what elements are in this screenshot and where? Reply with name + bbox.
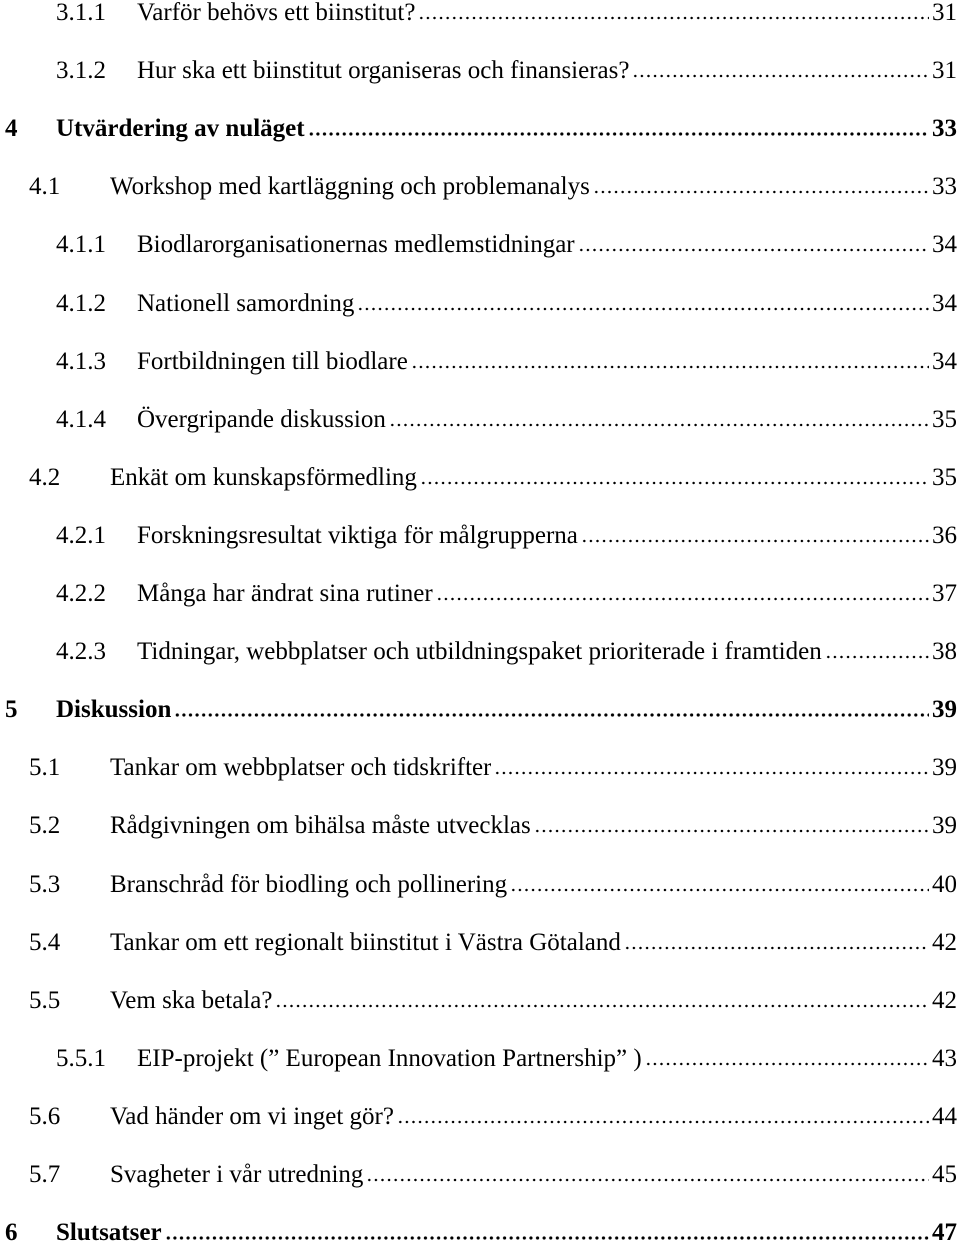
toc-entry-title: Workshop med kartläggning och problemanalys — [110, 173, 590, 201]
toc-entry-page: 42 — [932, 986, 957, 1014]
dot-leader — [275, 1004, 929, 1008]
toc-entry-page: 42 — [932, 928, 957, 956]
toc-entry-page: 35 — [932, 463, 957, 491]
toc-entry[interactable] — [56, 289, 957, 319]
toc-entry-title: Nationell samordning — [137, 289, 355, 317]
toc-entry-title: Rådgivningen om bihälsa måste utvecklas — [110, 812, 531, 840]
dot-leader — [632, 74, 929, 78]
toc-entry-title: Slutsatser — [56, 1219, 162, 1247]
dot-leader — [418, 16, 929, 20]
toc-entry-number: 5.1 — [29, 754, 61, 782]
toc-entry-page: 34 — [932, 289, 957, 317]
toc-entry[interactable] — [56, 0, 957, 28]
toc-entry-page: 39 — [932, 754, 957, 782]
toc-entry-number: 4.1.1 — [56, 231, 106, 259]
dot-leader — [581, 539, 929, 543]
toc-entry-title: Enkät om kunskapsförmedling — [110, 463, 417, 491]
toc-entry-title: Tidningar, webbplatser och utbildningspaket prioriterade i framtiden — [137, 638, 822, 666]
toc-entry-number: 5.6 — [29, 1102, 61, 1130]
toc-entry-number: 5.5.1 — [56, 1044, 106, 1072]
dot-leader — [165, 1236, 929, 1240]
toc-entry-page: 44 — [932, 1102, 957, 1130]
toc-entry-number: 4.1.4 — [56, 405, 106, 433]
toc-entry-page: 33 — [932, 115, 957, 143]
toc-entry-number: 5.4 — [29, 928, 61, 956]
toc-entry[interactable] — [29, 870, 957, 900]
dot-leader — [389, 423, 929, 427]
dot-leader — [366, 1178, 929, 1182]
toc-entry-number: 6 — [5, 1219, 18, 1247]
toc-entry[interactable] — [5, 695, 957, 725]
toc-entry[interactable] — [56, 579, 957, 609]
toc-entry-number: 3.1.1 — [56, 0, 106, 26]
toc-entry-page: 34 — [932, 231, 957, 259]
toc-entry[interactable] — [29, 811, 957, 841]
dot-leader — [825, 655, 929, 659]
toc-entry-title: Varför behövs ett biinstitut? — [137, 0, 416, 26]
dot-leader — [534, 829, 929, 833]
dot-leader — [624, 946, 929, 950]
toc-entry-page: 40 — [932, 870, 957, 898]
toc-entry-number: 4.1.2 — [56, 289, 106, 317]
toc-entry[interactable] — [56, 637, 957, 667]
toc-entry-number: 4.2.2 — [56, 580, 106, 607]
toc-entry-number: 4.1.3 — [56, 347, 106, 375]
toc-entry-number: 4.2 — [29, 463, 61, 491]
toc-entry-page: 33 — [932, 173, 957, 201]
dot-leader — [494, 771, 929, 775]
toc-entry[interactable] — [56, 56, 957, 86]
toc-entry-page: 38 — [932, 638, 957, 666]
toc-entry-title: Vem ska betala? — [110, 986, 273, 1014]
toc-entry[interactable] — [56, 405, 957, 435]
toc-entry[interactable] — [56, 230, 957, 260]
toc-entry[interactable] — [29, 928, 957, 958]
toc-entry-title: Biodlarorganisationernas medlemstidningar — [137, 231, 575, 259]
toc-entry-title: Hur ska ett biinstitut organiseras och finansieras? — [137, 57, 630, 85]
dot-leader — [357, 307, 929, 311]
toc-entry-page: 37 — [932, 580, 957, 607]
toc-entry[interactable] — [5, 114, 957, 144]
toc-entry-title: Utvärdering av nuläget — [56, 115, 305, 143]
toc-entry[interactable] — [29, 1160, 957, 1190]
dot-leader — [645, 1062, 929, 1066]
toc-entry-number: 4.1 — [29, 173, 61, 201]
toc-entry-number: 3.1.2 — [56, 57, 106, 85]
toc-entry[interactable] — [56, 1044, 957, 1074]
dot-leader — [174, 713, 929, 717]
toc-entry-page: 34 — [932, 347, 957, 375]
toc-entry-page: 45 — [932, 1161, 957, 1188]
toc-entry[interactable] — [56, 347, 957, 377]
toc-entry[interactable] — [29, 172, 957, 202]
toc-entry-title: Svagheter i vår utredning — [110, 1161, 364, 1188]
toc-entry[interactable] — [29, 1102, 957, 1132]
toc-entry[interactable] — [29, 753, 957, 783]
toc-entry-title: Branschråd för biodling och pollinering — [110, 870, 508, 898]
toc-entry[interactable] — [29, 463, 957, 493]
toc-entry-title: Tankar om webbplatser och tidskrifter — [110, 754, 492, 782]
dot-leader — [593, 190, 929, 194]
toc-entry-title: Övergripande diskussion — [137, 405, 386, 433]
toc-entry-title: EIP-projekt (” European Innovation Partnership” ) — [137, 1044, 642, 1072]
dot-leader — [411, 365, 929, 369]
toc-entry-title: Diskussion — [56, 696, 172, 724]
dot-leader — [578, 248, 929, 252]
toc-entry-page: 35 — [932, 405, 957, 433]
toc-entry-page: 43 — [932, 1044, 957, 1072]
toc-entry-number: 5.5 — [29, 986, 61, 1014]
dot-leader — [436, 597, 929, 601]
toc-entry-number: 4.2.3 — [56, 638, 106, 666]
toc-entry-title: Vad händer om vi inget gör? — [110, 1102, 394, 1130]
toc-entry-page: 39 — [932, 696, 957, 724]
toc-entry-page: 31 — [932, 57, 957, 85]
toc-entry-page: 39 — [932, 812, 957, 840]
toc-entry-number: 4 — [5, 115, 18, 143]
toc-entry-number: 5.7 — [29, 1161, 61, 1188]
toc-entry-title: Många har ändrat sina rutiner — [137, 580, 433, 607]
toc-entry[interactable] — [56, 521, 957, 551]
dot-leader — [397, 1120, 929, 1124]
toc-entry[interactable] — [5, 1218, 957, 1248]
toc-entry-page: 31 — [932, 0, 957, 26]
toc-entry-number: 5.2 — [29, 812, 61, 840]
toc-entry-number: 5.3 — [29, 870, 61, 898]
toc-entry-number: 5 — [5, 696, 18, 724]
dot-leader — [510, 888, 929, 892]
toc-entry-page: 36 — [932, 521, 957, 549]
dot-leader — [308, 132, 929, 136]
toc-entry-title: Tankar om ett regionalt biinstitut i Västra Götaland — [110, 928, 621, 956]
toc-entry[interactable] — [29, 986, 957, 1016]
dot-leader — [420, 481, 929, 485]
toc-entry-title: Fortbildningen till biodlare — [137, 347, 408, 375]
toc-entry-title: Forskningsresultat viktiga för målgrupperna — [137, 521, 578, 549]
toc-entry-page: 47 — [932, 1219, 957, 1247]
toc-entry-number: 4.2.1 — [56, 521, 106, 549]
